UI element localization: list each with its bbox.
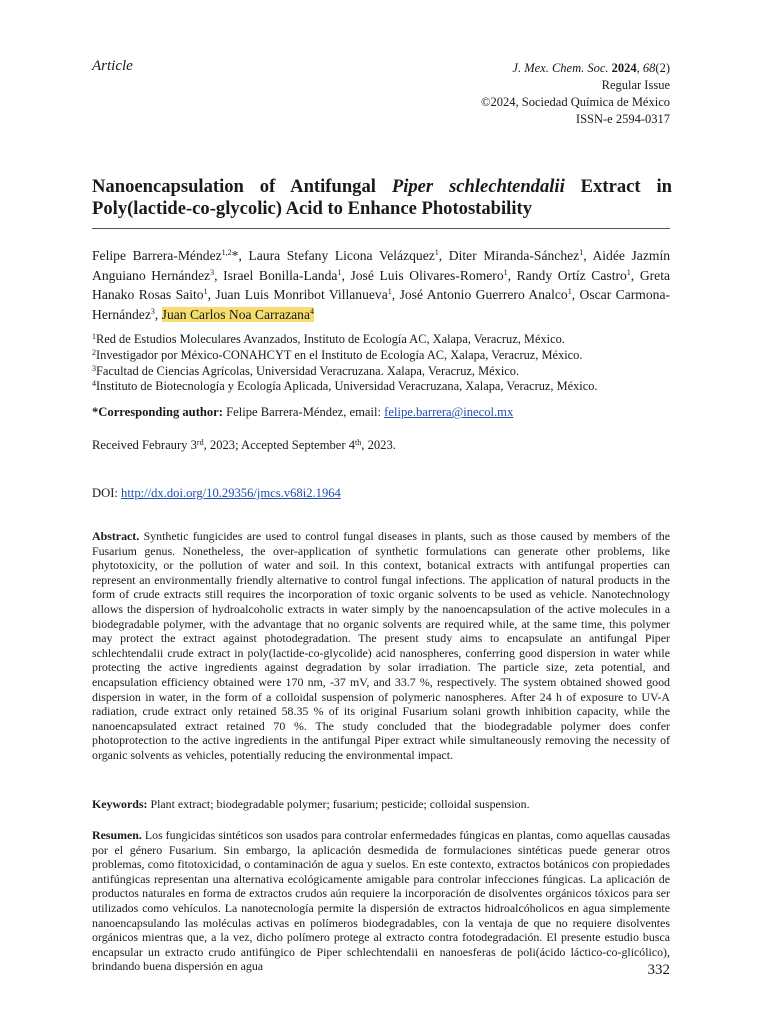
title-part-2: Extract in Poly(lactide-co-glycolic) Acid to Enhance Photostability — [92, 176, 672, 219]
journal-citation: J. Mex. Chem. Soc. 2024, 68(2) — [512, 61, 670, 75]
abstract-text: Synthetic fungicides are used to control fungal diseases in plants, such as those caused by members of the Fusarium genus. Nonetheless, the over-application of synthetic formulations can generate other problems, like phytotoxicity, or the pollution of water and soil. In this context, botanical extracts with antifungal properties can represent an environmentally friendly alternative to control fungal infections. The application of natural products in the form of crude extracts still requires the incorporation of toxic organic solvents to be used as vehicle. Nanotechnology allows the dispersion of hydroalcoholic extracts in water simply by the nanoencapsulation of the active molecules in a biodegradable polymer, with the advantage that no organic solvents are required while, at the same time, this polymer may protect the extract against photodegradation. The present study aims to encapsulate an antifungal Piper schlechtendalii crude extract in poly(lactide-co-glycolide) acid nanospheres, conferring good dispersion in water while protecting the active ingredients against degradation by solar irradiation. The particle size, zeta potential, and encapsulation efficiency obtained were 170 nm, -37 mV, and 33.7 %, respectively. The system obtained showed good dispersion in water, in the form of a colloidal suspension of polymeric nanospheres. After 24 h of exposure to UV-A radiation, crude extract only retained 58.35 % of its original Fusarium solani growth inhibition capacity, while the nanoencapsulated extract retained 70 %. The study concluded that the biodegradable polymer does confer photoprotection to the active ingredients in the antifungal Piper extract while simultaneously removing the necessity of organic solvents as vehicles, potentially reducing the environmental impact. — [92, 529, 670, 762]
author — [350, 268, 507, 283]
author-name: Juan Luis Monribot Villanueva — [215, 287, 388, 303]
article-type-label: Article — [92, 58, 133, 74]
author-separator: , — [341, 267, 351, 283]
corresponding-author — [92, 405, 513, 420]
received-ordinal: rd — [196, 438, 204, 447]
accepted-text: , 2023; Accepted September 4 — [203, 438, 356, 452]
author-name: José Antonio Guerrero Analco — [399, 287, 568, 303]
author-affiliation-number: 4 — [310, 306, 315, 316]
paper-title — [92, 176, 672, 220]
author-affiliation-number: 1 — [567, 287, 572, 297]
affiliation-number: 3 — [92, 363, 96, 373]
affiliation-text: Facultad de Ciencias Agrícolas, Universidad Veracruzana. Xalapa, Veracruz, México. — [96, 363, 520, 378]
accepted-year: , 2023. — [361, 438, 396, 452]
author-affiliation-number: 3 — [210, 267, 215, 277]
received-dates — [92, 438, 396, 453]
author-separator: *, — [231, 248, 249, 263]
affiliation-number: 4 — [92, 379, 96, 389]
issue-type: Regular Issue — [601, 78, 670, 92]
author-name: José Luis Olivares-Romero — [350, 267, 504, 283]
journal-name: J. Mex. Chem. Soc. — [512, 61, 609, 75]
author-separator: , — [571, 287, 580, 303]
affiliation — [92, 332, 670, 348]
corresponding-text: Felipe Barrera-Méndez, email: — [222, 405, 385, 419]
author — [449, 248, 583, 263]
author-name: Israel Bonilla-Landa — [223, 267, 338, 283]
author — [248, 248, 438, 263]
author-name: Diter Miranda-Sánchez — [448, 248, 580, 263]
author-separator: , — [391, 287, 400, 303]
author — [223, 268, 341, 283]
affiliations — [92, 332, 670, 395]
affiliation-text: Red de Estudios Moleculares Avanzados, Instituto de Ecología AC, Xalapa, Veracruz, México. — [96, 332, 565, 346]
doi-link[interactable]: http://dx.doi.org/10.29356/jmcs.v68i2.1964 — [121, 486, 341, 500]
author-separator: , — [438, 248, 449, 263]
author-affiliation-number: 1 — [434, 248, 439, 257]
doi-label: DOI: — [92, 486, 122, 500]
author-name: Randy Ortíz Castro — [516, 267, 627, 283]
author-name: Felipe Barrera-Méndez — [92, 248, 222, 263]
abstract-label: Abstract. — [92, 529, 140, 543]
corresponding-label: *Corresponding author: — [92, 405, 223, 419]
author-affiliation-number: 1 — [626, 267, 631, 277]
resumen-text: Los fungicidas sintéticos son usados para controlar enfermedades fúngicas en plantas, como aquellas causadas por el género Fusarium. Sin embargo, la aplicación desmedida de formulaciones sintéticas puede generar otros problemas, como fitotoxicidad, o contaminación de agua y suelos. En este contexto, extractos botánicos con propiedades antifúngicas representan una alternativa ecológicamente amigable para controlar infecciones fúngicas. La aplicación de productos naturales en forma de extractos crudos aún requiere la incorporación de disolventes orgánicos tóxicos para ser utilizados como vehículos. La nanotecnología permite la dispersión de extractos hidroalcóholicos en agua simplemente nanoencapsulando las moléculas activas en polímeros biodegradables, con la ventaja de que no requiere disolventes orgánicos mientras que, a la vez, dicho polímero protege al extracto contra fotodegradación. El presente estudio busca encapsular un extracto crudo antifúngico de Piper schlechtendalii en nanoesferas de poli(ácido láctico-co-glicólico), brindando buena dispersión en agua — [92, 828, 670, 974]
abstract — [92, 529, 670, 763]
author-separator: , — [207, 287, 216, 303]
title-species: Piper schlechtendalii — [391, 176, 565, 197]
page-number: 332 — [647, 962, 670, 978]
author — [162, 307, 314, 322]
affiliation — [92, 364, 670, 380]
author-separator: , — [507, 267, 517, 283]
author — [517, 268, 631, 283]
author-separator: , — [214, 267, 224, 283]
keywords-label: Keywords: — [92, 797, 148, 811]
author-affiliation-number: 1 — [337, 267, 342, 277]
author-name: Aidée Jazmín Anguiano Hernández — [92, 248, 671, 283]
issn: ISSN-e 2594-0317 — [575, 112, 670, 126]
resumen-label: Resumen. — [92, 828, 142, 842]
author-separator: , — [154, 306, 162, 322]
doi — [92, 486, 341, 501]
copyright: ©2024, Sociedad Química de México — [481, 95, 670, 109]
author-name: Oscar Carmona-Hernández — [92, 287, 671, 322]
author-name: Greta Hanako Rosas Saito — [92, 267, 671, 303]
accepted-ordinal: th — [355, 438, 362, 447]
author-separator: , — [630, 267, 640, 283]
affiliation — [92, 348, 670, 364]
keywords — [92, 797, 670, 812]
author-affiliation-number: 1 — [503, 267, 508, 277]
author-affiliation-number: 1,2 — [221, 248, 232, 257]
affiliation-text: Investigador por México-CONAHCYT en el Instituto de Ecología AC, Xalapa, Veracruz, México. — [96, 347, 583, 362]
email-link[interactable]: felipe.barrera@inecol.mx — [384, 405, 514, 419]
author-name: Laura Stefany Licona Velázquez — [248, 248, 435, 263]
affiliation-text: Instituto de Biotecnología y Ecología Aplicada, Universidad Veracruzana, Xalapa, Veracruz, México. — [96, 379, 598, 394]
title-part-1: Nanoencapsulation of Antifungal — [92, 176, 392, 197]
author — [215, 287, 391, 302]
author-affiliation-number: 1 — [579, 248, 584, 257]
journal-year: 2024 — [611, 61, 637, 75]
resumen — [92, 828, 670, 974]
affiliation-number: 1 — [92, 332, 96, 341]
author — [400, 287, 572, 302]
journal-issue: (2) — [655, 61, 670, 75]
author-affiliation-number: 1 — [387, 287, 392, 297]
journal-volume: 68 — [642, 61, 656, 75]
received-text: Received Febraury 3 — [92, 438, 197, 452]
affiliation — [92, 379, 670, 395]
author-affiliation-number: 1 — [203, 287, 208, 297]
author-list — [92, 246, 670, 324]
author — [92, 248, 232, 263]
keywords-text: Plant extract; biodegradable polymer; fusarium; pesticide; colloidal suspension. — [147, 797, 530, 811]
author-separator: , — [583, 248, 593, 263]
affiliation-number: 2 — [92, 347, 96, 357]
journal-info — [481, 60, 670, 128]
title-divider — [92, 228, 670, 229]
author-name: Juan Carlos Noa Carrazana — [161, 306, 311, 322]
author-affiliation-number: 3 — [150, 306, 155, 316]
